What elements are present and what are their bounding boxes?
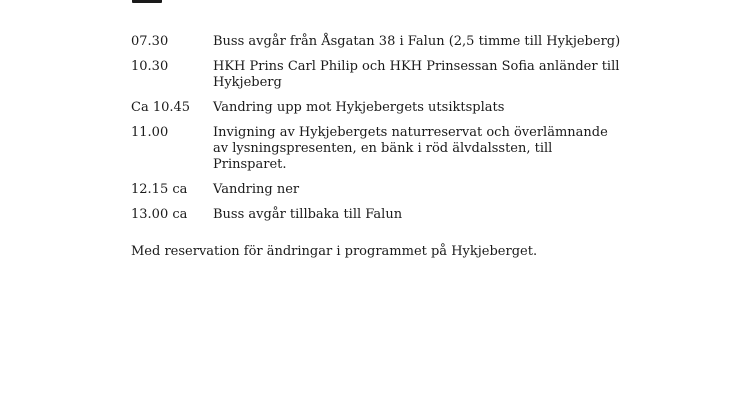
schedule-time: 11.00	[131, 125, 169, 140]
schedule-description: Buss avgår från Åsgatan 38 i Falun (2,5 timme till Hykjeberg)	[213, 34, 621, 49]
schedule-description: Invigning av Hykjebergets naturreservat och överlämnande av lysningspresenten, en bänk i röd älvdalssten, till Prinsparet.	[213, 125, 608, 172]
schedule-row	[131, 207, 631, 223]
schedule-time: 12.15 ca	[131, 182, 188, 197]
schedule-description: Vandring ner	[213, 182, 300, 197]
schedule-row	[131, 182, 631, 198]
schedule-time: 13.00 ca	[131, 207, 188, 222]
schedule-row	[131, 34, 631, 50]
schedule-description: Vandring upp mot Hykjebergets utsiktsplats	[213, 100, 505, 115]
schedule-time: Ca 10.45	[131, 100, 191, 115]
schedule-table	[131, 34, 631, 232]
schedule-time: 07.30	[131, 34, 169, 49]
schedule-time: 10.30	[131, 59, 169, 74]
cropped-heading	[132, 0, 172, 3]
cropped-heading-fragment	[132, 0, 162, 3]
schedule-row	[131, 59, 631, 91]
reservation-note: Med reservation för ändringar i programmet på Hykjeberget.	[131, 244, 538, 259]
schedule-row	[131, 125, 631, 173]
schedule-row	[131, 100, 631, 116]
schedule-description: HKH Prins Carl Philip och HKH Prinsessan Sofia anländer till Hykjeberg	[213, 59, 620, 90]
schedule-description: Buss avgår tillbaka till Falun	[213, 207, 403, 222]
